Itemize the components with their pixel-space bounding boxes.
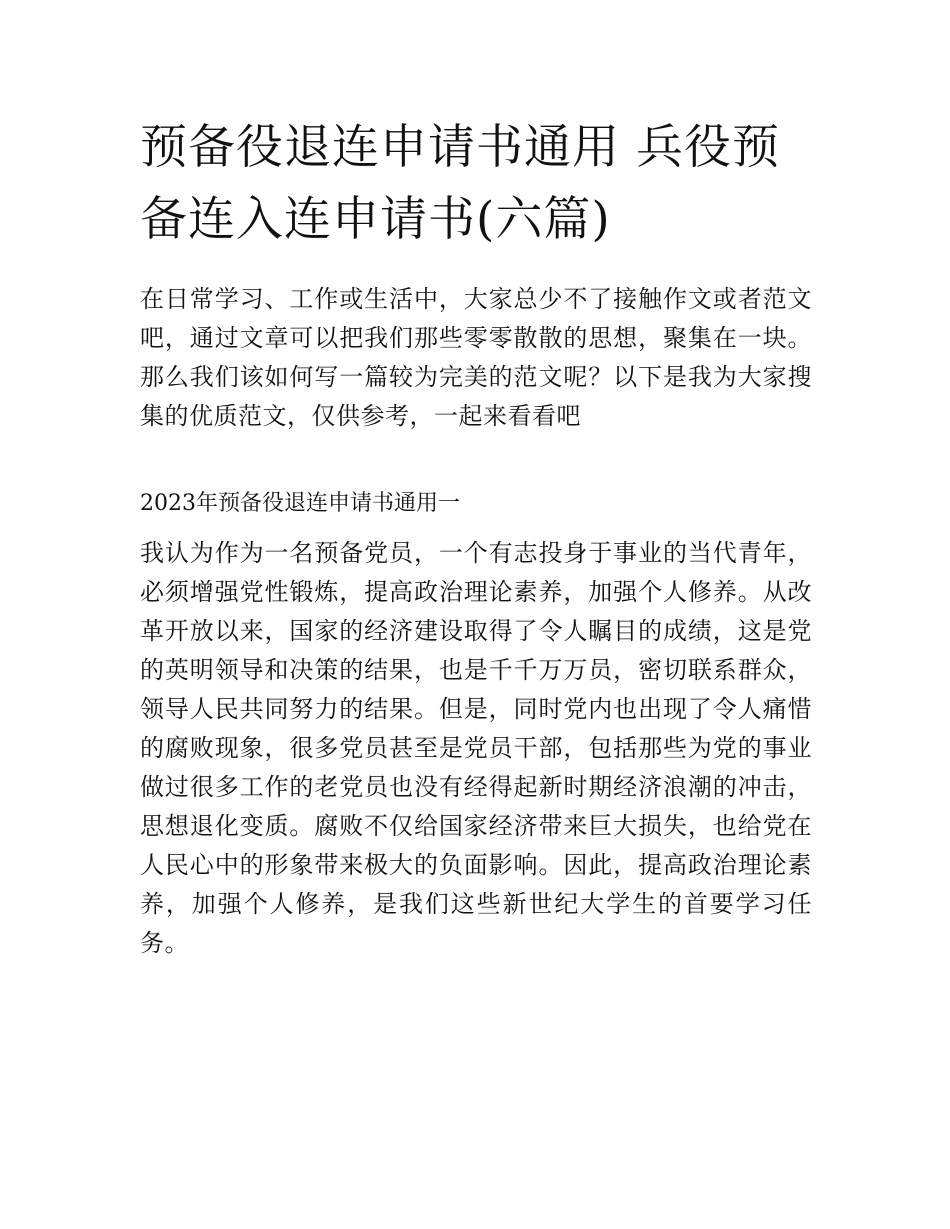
intro-paragraph: 在日常学习、工作或生活中，大家总少不了接触作文或者范文吧，通过文章可以把我们那些零零散散的思想，聚集在一块。那么我们该如何写一篇较为完美的范文呢？以下是我为大家搜集的优质范文，仅供参考，一起来看看吧 [140, 285, 812, 430]
section-heading: 2023年预备役退连申请书通用一 [140, 491, 460, 516]
section-body-paragraph: 我认为作为一名预备党员，一个有志投身于事业的当代青年，必须增强党性锻炼，提高政治理论素养，加强个人修养。从改革开放以来，国家的经济建设取得了令人瞩目的成绩，这是党的英明领导和决策的结果，也是千千万万员，密切联系群众，领导人民共同努力的结果。但是，同时党内也出现了令人痛惜的腐败现象，很多党员甚至是党员干部，包括那些为党的事业做过很多工作的老党员也没有经得起新时期经济浪潮的冲击，思想退化变质。腐败不仅给国家经济带来巨大损失，也给党在人民心中的形象带来极大的负面影响。因此，提高政治理论素养，加强个人修养，是我们这些新世纪大学生的首要学习任务。 [140, 539, 812, 957]
document-title: 预备役退连申请书通用 兵役预备连入连申请书(六篇) [140, 120, 780, 247]
